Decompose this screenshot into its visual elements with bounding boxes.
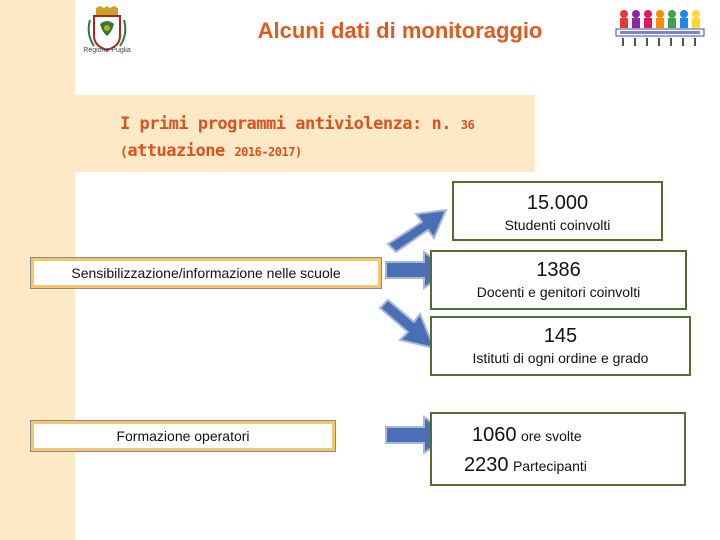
- result-label-docenti: Docenti e genitori coinvolti: [476, 284, 641, 300]
- result-value-studenti: 15.000: [526, 192, 589, 214]
- formazione-partecipanti-label: Partecipanti: [512, 458, 587, 474]
- subtitle-period: [120, 141, 302, 161]
- result-box-docenti: [430, 250, 687, 310]
- result-label-istituti: Istituti di ogni ordine e grado: [472, 350, 649, 366]
- page-title: Alcuni dati di monitoraggio: [257, 18, 543, 43]
- formazione-box: [30, 420, 336, 452]
- regione-puglia-label: Regione Puglia: [83, 47, 131, 54]
- sensibilizzazione-box: [30, 257, 382, 289]
- subtitle-paren: (: [120, 145, 128, 160]
- subtitle-programs-count: 36: [460, 118, 475, 132]
- result-box-studenti: [452, 181, 663, 241]
- result-value-istituti: 145: [543, 325, 578, 347]
- subtitle-programs-text: I primi programmi antiviolenza: n.: [120, 114, 451, 134]
- result-value-docenti: 1386: [536, 259, 581, 281]
- subtitle-programs: [120, 114, 474, 134]
- subtitle-years: 2016-2017): [234, 145, 302, 159]
- result-box-formazione: [430, 412, 686, 486]
- formazione-label: Formazione operatori: [116, 428, 250, 444]
- formazione-ore-line: [472, 424, 582, 447]
- people-figures-logo-icon: [614, 8, 706, 48]
- result-box-istituti: [430, 316, 691, 376]
- formazione-partecipanti-value: 2230: [464, 454, 509, 476]
- sensibilizzazione-label: Sensibilizzazione/informazione nelle scuole: [71, 265, 341, 281]
- formazione-ore-value: 1060: [472, 424, 517, 446]
- subtitle-attuazione: attuazione: [127, 141, 225, 161]
- formazione-partecipanti-line: [464, 454, 587, 477]
- result-label-studenti: Studenti coinvolti: [504, 217, 611, 233]
- formazione-ore-label: ore svolte: [520, 428, 582, 444]
